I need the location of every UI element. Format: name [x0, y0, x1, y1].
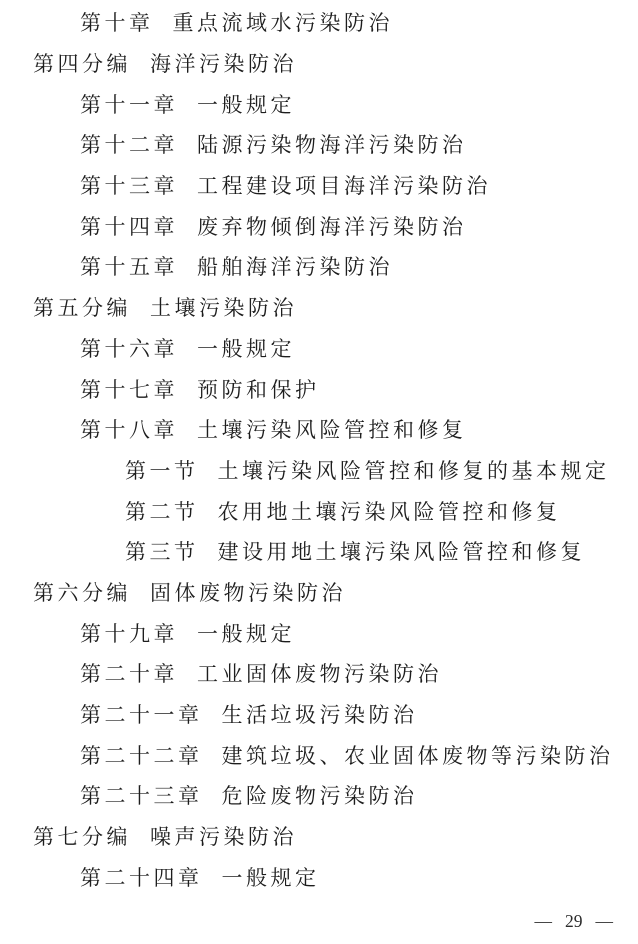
toc-entry-label: 第一节 — [125, 458, 199, 483]
toc-entry-label: 第二节 — [125, 499, 199, 524]
toc-entry-title: 重点流域水污染防治 — [172, 11, 393, 36]
toc-entry — [0, 531, 638, 572]
toc-entry — [0, 694, 638, 735]
toc-entry-title: 海洋污染防治 — [150, 52, 297, 77]
toc-entry-label: 第二十章 — [80, 662, 178, 687]
toc-entry — [0, 816, 638, 857]
toc-entry — [0, 734, 638, 775]
toc-entry — [0, 653, 638, 694]
toc-entry-title: 一般规定 — [197, 92, 295, 117]
toc-entry-label: 第十八章 — [80, 418, 178, 443]
toc-entry-title: 一般规定 — [197, 621, 295, 646]
toc-entry-title: 废弃物倾倒海洋污染防治 — [197, 214, 467, 239]
toc-entry — [0, 287, 638, 328]
page-number-dash-left: — — [534, 911, 552, 931]
toc-entry-title: 一般规定 — [221, 865, 320, 890]
toc-entry-label: 第十五章 — [80, 255, 178, 280]
toc-entry-label: 第十九章 — [80, 621, 178, 646]
toc-entry-title: 固体废物污染防治 — [150, 580, 346, 605]
toc-entry-label: 第十四章 — [80, 214, 178, 239]
toc-entry — [0, 205, 638, 246]
toc-entry — [0, 775, 638, 816]
toc-entry-title: 农用地土壤污染风险管控和修复 — [217, 499, 561, 524]
toc-entry-title: 陆源污染物海洋污染防治 — [197, 133, 467, 158]
toc-entry — [0, 2, 638, 43]
toc-entry-label: 第十一章 — [80, 92, 178, 117]
toc-entry — [0, 572, 638, 613]
toc-entry-label: 第四分编 — [33, 52, 131, 77]
toc-entry-label: 第十二章 — [80, 133, 178, 158]
toc-entry — [0, 246, 638, 287]
toc-entry-label: 第三节 — [125, 540, 199, 565]
toc-entry-label: 第十三章 — [80, 174, 178, 199]
toc-entry-label: 第六分编 — [33, 580, 131, 605]
toc-entry — [0, 165, 638, 206]
toc-entry — [0, 856, 638, 897]
toc-entry-title: 一般规定 — [197, 336, 295, 361]
toc-entry-title: 工业固体废物污染防治 — [197, 662, 442, 687]
toc-entry-label: 第五分编 — [33, 296, 131, 321]
page-footer — [535, 911, 614, 932]
toc-entry-label: 第二十三章 — [80, 784, 203, 809]
toc-entry — [0, 43, 638, 84]
toc-entry-title: 建设用地土壤污染风险管控和修复 — [217, 540, 585, 565]
toc-entry-title: 土壤污染风险管控和修复 — [197, 418, 467, 443]
toc-entry — [0, 124, 638, 165]
toc-entry — [0, 612, 638, 653]
toc-entry-title: 建筑垃圾、农业固体废物等污染防治 — [221, 743, 614, 768]
toc-entry — [0, 450, 638, 491]
toc-entry — [0, 368, 638, 409]
page-number-dash-right: — — [595, 911, 613, 931]
toc-entry-label: 第二十一章 — [80, 703, 203, 728]
toc-entry-label: 第七分编 — [33, 825, 131, 850]
toc-entry-label: 第十章 — [80, 11, 154, 36]
toc-entry — [0, 490, 638, 531]
toc-entry-title: 船舶海洋污染防治 — [197, 255, 393, 280]
toc-entry-label: 第十六章 — [80, 336, 178, 361]
toc-entry-title: 生活垃圾污染防治 — [221, 703, 418, 728]
toc-entry-title: 工程建设项目海洋污染防治 — [197, 174, 491, 199]
toc-entry-title: 土壤污染风险管控和修复的基本规定 — [217, 458, 610, 483]
toc-entry-title: 土壤污染防治 — [150, 296, 297, 321]
toc-entry-label: 第二十四章 — [80, 865, 203, 890]
page-number: 29 — [565, 911, 583, 931]
toc-entry-label: 第二十二章 — [80, 743, 203, 768]
toc-entry — [0, 409, 638, 450]
toc-entry-title: 噪声污染防治 — [150, 825, 297, 850]
toc-entry-title: 危险废物污染防治 — [221, 784, 418, 809]
toc-entry — [0, 83, 638, 124]
table-of-contents — [0, 2, 638, 897]
toc-entry-title: 预防和保护 — [197, 377, 320, 402]
toc-entry — [0, 328, 638, 369]
toc-entry-label: 第十七章 — [80, 377, 178, 402]
